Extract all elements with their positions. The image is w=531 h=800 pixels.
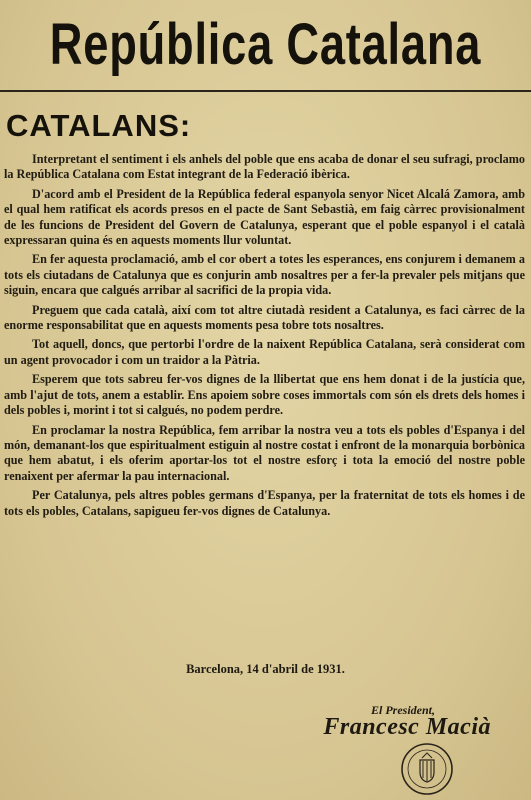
proclamation-body: [4, 152, 525, 519]
signature-role: El President,: [370, 703, 435, 717]
document-heading: CATALANS:: [6, 108, 192, 143]
document-title: República Catalana: [49, 11, 482, 77]
signature-name: Francesc Macià: [323, 714, 491, 740]
document-date: Barcelona, 14 d'abril de 1931.: [186, 662, 345, 676]
paragraph: En fer aquesta proclamació, amb el cor obert a totes les esperances, ens conjurem i demanem a tots els ciutadans de Catalunya que es conjurin amb nosaltres per a fer-la prevaler pels mitjans que siguin, encara que calgués arribar al sacrifici de la propia vida.: [4, 252, 525, 298]
paragraph: Interpretant el sentiment i els anhels del poble que ens acaba de donar el seu sufragi, proclamo la República Catalana com Estat integrant de la Federació ibèrica.: [4, 152, 525, 182]
paragraph: Preguem que cada català, així com tot altre ciutadà resident a Catalunya, es faci càrrec de la enorme responsabilitat que en aquests moments pesa tobre tots nosaltres.: [4, 302, 525, 333]
paragraph: En proclamar la nostra República, fem arribar la nostra veu a tots els pobles d'Espanya i del món, demanant-los que espiritualment estiguin al nostre costat i enfront de la monarquia borbònica que hem abatut, i els oferim aportar-los tot el nostre esforç i tota la emoció del nostre poble renaixent per afermar la pau internacional.: [4, 422, 525, 483]
paragraph: D'acord amb el President de la República federal espanyola senyor Nicet Alcalá Zamora, amb el qual hem ratificat els acords presos en el pacte de Sant Sebastià, em faig càrrec provisionalment de les funcions de President del Govern de Catalunya, esperant que el poble espanyol i el català expressaran quina és en aquests moments llur voluntat.: [4, 186, 525, 248]
paragraph: Per Catalunya, pels altres pobles germans d'Espanya, per la fraternitat de tots els homes i de tots els pobles, Catalans, sapigueu fer-vos dignes de Catalunya.: [4, 488, 525, 518]
paragraph: Tot aquell, doncs, que pertorbi l'ordre de la naixent República Catalana, serà considerat com un agent provocador i com un traidor a la Pàtria.: [4, 337, 525, 367]
official-seal-icon: [400, 742, 454, 796]
title-divider: [0, 90, 531, 92]
paragraph: Esperem que tots sabreu fer-vos dignes de la llibertat que ens hem donat i de la justícia que, amb l'ajut de tots, anem a establir. Ens apoiem sobre coses immortals com són els drets dels homes i dels pobles i, morint i tot si calgués, no podem perdre.: [4, 372, 525, 418]
